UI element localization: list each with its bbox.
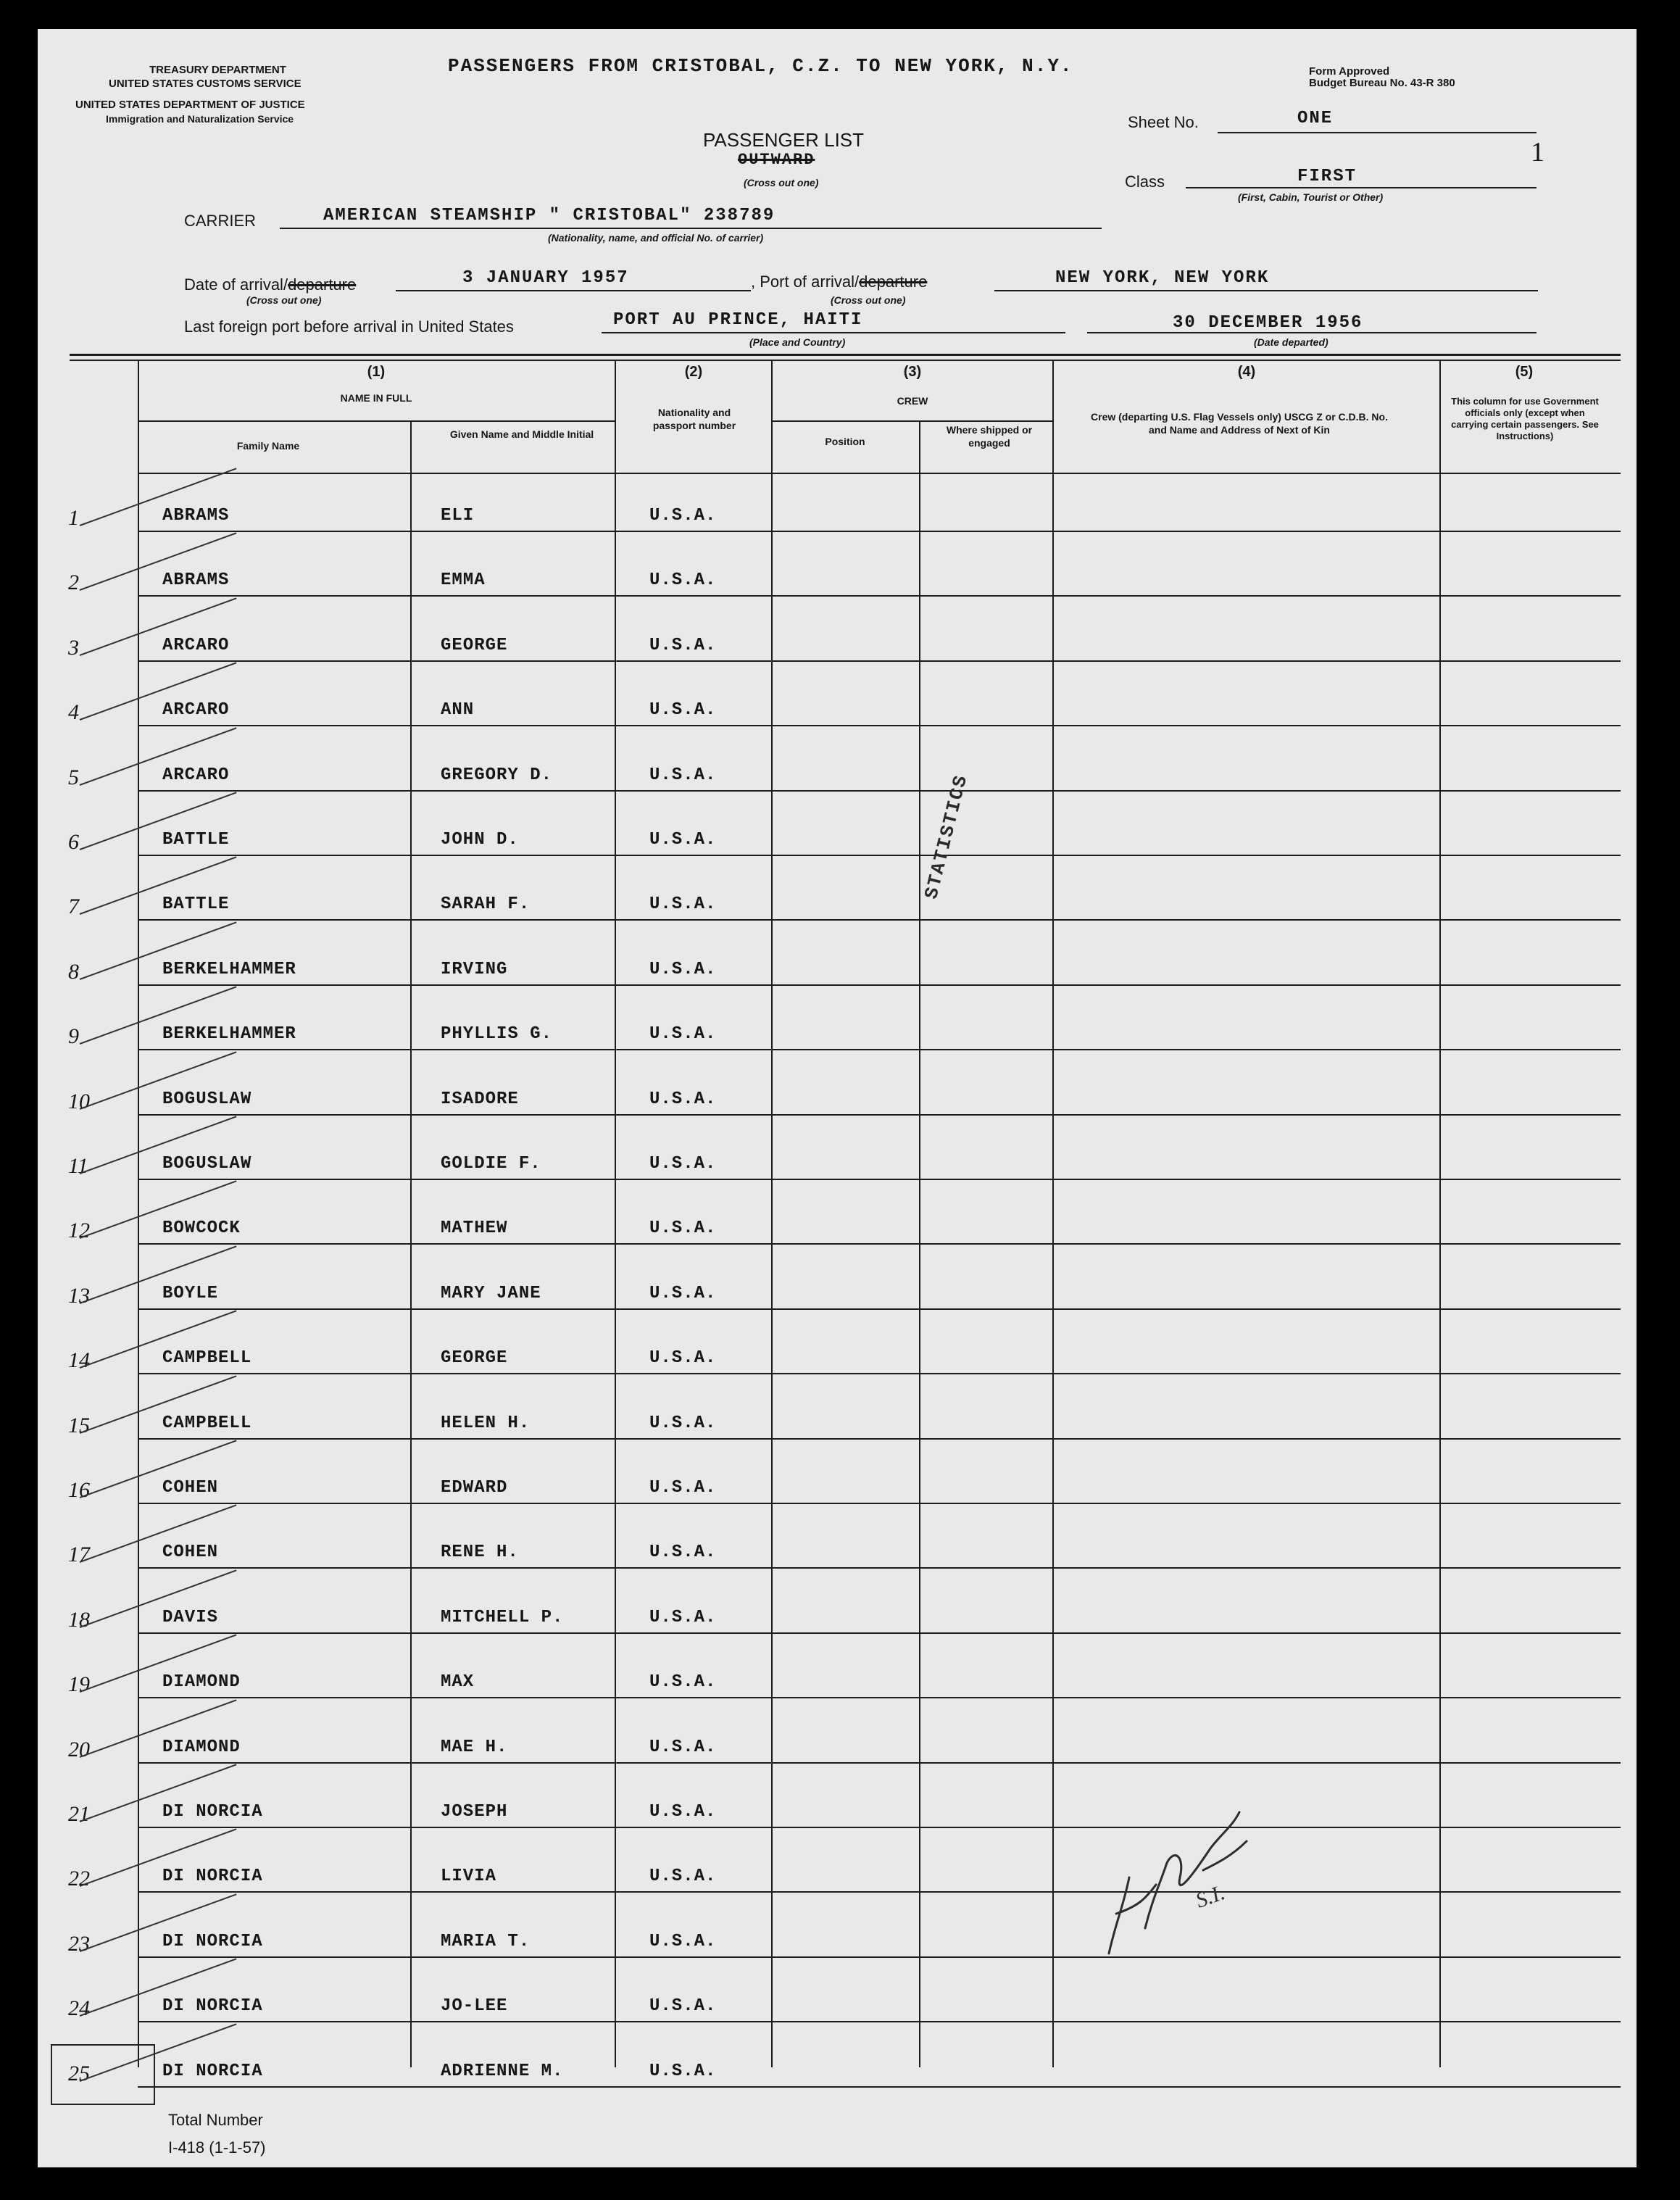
row-number: 11 bbox=[68, 1154, 88, 1178]
col3b-shipped: Where shipped or engaged bbox=[946, 424, 1033, 449]
nationality-cell: U.S.A. bbox=[649, 506, 717, 526]
family-name-cell: ABRAMS bbox=[162, 570, 230, 591]
given-name-cell: EMMA bbox=[441, 570, 486, 591]
row-number: 15 bbox=[68, 1413, 90, 1437]
signature-initials: S.I. bbox=[1192, 1880, 1228, 1913]
carrier-label: CARRIER bbox=[184, 212, 257, 230]
budget-bureau: Budget Bureau No. 43-R 380 bbox=[1309, 77, 1455, 89]
nationality-cell: U.S.A. bbox=[649, 894, 717, 915]
given-name-cell: ELI bbox=[441, 506, 475, 526]
col-divider-left bbox=[138, 360, 139, 2067]
col5-title: This column for use Government officials only (except when carrying certain passengers. See Instructions) bbox=[1451, 396, 1599, 441]
row-number: 6 bbox=[68, 830, 79, 854]
row-number: 22 bbox=[68, 1867, 90, 1891]
given-name-cell: IRVING bbox=[441, 959, 508, 979]
family-name-cell: ARCARO bbox=[162, 635, 230, 655]
nationality-cell: U.S.A. bbox=[649, 959, 717, 979]
nationality-cell: U.S.A. bbox=[649, 700, 717, 721]
row-number: 20 bbox=[68, 1737, 90, 1761]
given-name-cell: JOSEPH bbox=[441, 1802, 508, 1822]
table-top-line bbox=[70, 354, 1621, 356]
nationality-cell: U.S.A. bbox=[649, 1802, 717, 1822]
class-line bbox=[1186, 187, 1536, 188]
row-rule bbox=[138, 595, 1621, 597]
col3-title: CREW bbox=[897, 395, 928, 407]
family-name-cell: CAMPBELL bbox=[162, 1348, 252, 1369]
sub-header-line-1 bbox=[138, 420, 616, 422]
nationality-cell: U.S.A. bbox=[649, 635, 717, 655]
col-divider-nat bbox=[615, 360, 616, 2067]
departed-note: (Date departed) bbox=[1254, 336, 1328, 348]
family-name-cell: BOGUSLAW bbox=[162, 1154, 252, 1174]
cross-out-note: (Cross out one) bbox=[744, 177, 819, 188]
row-number: 14 bbox=[68, 1348, 90, 1373]
col1-title: NAME IN FULL bbox=[340, 392, 412, 404]
row-number: 3 bbox=[68, 635, 79, 660]
family-name-cell: BOYLE bbox=[162, 1283, 219, 1303]
statistics-stamp: STATISTICS bbox=[920, 772, 973, 902]
row-rule bbox=[138, 1373, 1621, 1374]
nationality-cell: U.S.A. bbox=[649, 1089, 717, 1109]
given-name-cell: LIVIA bbox=[441, 1867, 497, 1887]
family-name-cell: DI NORCIA bbox=[162, 2061, 263, 2081]
row-number: 9 bbox=[68, 1024, 79, 1049]
row-rule bbox=[138, 1114, 1621, 1116]
row-number: 12 bbox=[68, 1219, 90, 1243]
row-rule bbox=[138, 1827, 1621, 1828]
nationality-cell: U.S.A. bbox=[649, 1737, 717, 1757]
row-rule bbox=[138, 1697, 1621, 1698]
row-rule bbox=[138, 531, 1621, 532]
given-name-cell: GEORGE bbox=[441, 1348, 508, 1369]
col4-title: Crew (departing U.S. Flag Vessels only) USCG Z or C.D.B. No. and Name and Address of Next of Kin bbox=[1091, 411, 1388, 436]
col5-number: (5) bbox=[1515, 364, 1534, 380]
row-rule bbox=[138, 1503, 1621, 1504]
form-number: I-418 (1-1-57) bbox=[168, 2138, 266, 2157]
nationality-cell: U.S.A. bbox=[649, 1219, 717, 1239]
class-label: Class bbox=[1125, 173, 1165, 191]
class-note: (First, Cabin, Tourist or Other) bbox=[1238, 191, 1384, 203]
family-name-cell: COHEN bbox=[162, 1478, 219, 1498]
nationality-cell: U.S.A. bbox=[649, 765, 717, 785]
given-name-cell: GEORGE bbox=[441, 635, 508, 655]
nationality-cell: U.S.A. bbox=[649, 1024, 717, 1045]
agency-customs: UNITED STATES CUSTOMS SERVICE bbox=[109, 78, 302, 90]
nationality-cell: U.S.A. bbox=[649, 570, 717, 591]
given-name-cell: SARAH F. bbox=[441, 894, 531, 915]
carrier-note: (Nationality, name, and official No. of carrier) bbox=[548, 232, 764, 244]
last-port-note: (Place and Country) bbox=[749, 336, 846, 348]
given-name-cell: MAX bbox=[441, 1672, 475, 1693]
nationality-cell: U.S.A. bbox=[649, 1996, 717, 2017]
nationality-cell: U.S.A. bbox=[649, 830, 717, 850]
row-number: 16 bbox=[68, 1478, 90, 1502]
table-top-line-2 bbox=[70, 360, 1621, 361]
row-number: 7 bbox=[68, 894, 79, 919]
port-value: NEW YORK, NEW YORK bbox=[1055, 268, 1270, 288]
total-number-box bbox=[51, 2044, 155, 2105]
given-name-cell: ISADORE bbox=[441, 1089, 519, 1109]
col1-number: (1) bbox=[367, 364, 386, 380]
nationality-cell: U.S.A. bbox=[649, 1283, 717, 1303]
total-number-label: Total Number bbox=[168, 2111, 263, 2129]
row-rule bbox=[138, 1308, 1621, 1310]
carrier-value: AMERICAN STEAMSHIP " CRISTOBAL" 238789 bbox=[323, 206, 775, 225]
agency-ins: Immigration and Naturalization Service bbox=[106, 113, 294, 125]
family-name-cell: ABRAMS bbox=[162, 506, 230, 526]
row-rule bbox=[138, 1891, 1621, 1893]
agency-treasury: TREASURY DEPARTMENT bbox=[149, 64, 286, 76]
last-port-line bbox=[602, 332, 1065, 333]
family-name-cell: DI NORCIA bbox=[162, 1931, 263, 1951]
header-bottom-line bbox=[138, 473, 1621, 474]
sheet-value: ONE bbox=[1297, 109, 1334, 128]
given-name-cell: ADRIENNE M. bbox=[441, 2061, 564, 2081]
row-rule bbox=[138, 919, 1621, 921]
col1b-given: Given Name and Middle Initial bbox=[449, 428, 594, 440]
nationality-cell: U.S.A. bbox=[649, 2061, 717, 2081]
family-name-cell: BATTLE bbox=[162, 830, 230, 850]
family-name-cell: BOGUSLAW bbox=[162, 1089, 252, 1109]
family-name-cell: DAVIS bbox=[162, 1607, 219, 1627]
nationality-cell: U.S.A. bbox=[649, 1543, 717, 1563]
family-name-cell: COHEN bbox=[162, 1543, 219, 1563]
given-name-cell: JO-LEE bbox=[441, 1996, 508, 2017]
list-title: PASSENGER LIST bbox=[703, 129, 865, 151]
row-rule bbox=[138, 1049, 1621, 1050]
form-approved: Form Approved bbox=[1309, 65, 1390, 78]
row-number: 17 bbox=[68, 1543, 90, 1567]
family-name-cell: DIAMOND bbox=[162, 1672, 241, 1693]
row-number: 1 bbox=[68, 506, 79, 530]
given-name-cell: JOHN D. bbox=[441, 830, 519, 850]
given-name-cell: ANN bbox=[441, 700, 475, 721]
row-rule bbox=[138, 1567, 1621, 1569]
given-name-cell: MARIA T. bbox=[441, 1931, 531, 1951]
family-name-cell: DI NORCIA bbox=[162, 1867, 263, 1887]
row-rule bbox=[138, 1179, 1621, 1180]
row-number: 24 bbox=[68, 1996, 90, 2021]
row-rule bbox=[138, 1632, 1621, 1634]
date-value: 3 JANUARY 1957 bbox=[462, 268, 629, 288]
given-name-cell: RENE H. bbox=[441, 1543, 519, 1563]
row-rule bbox=[138, 790, 1621, 792]
col1a-family: Family Name bbox=[236, 440, 300, 452]
row-rule bbox=[138, 2086, 1621, 2088]
col2-title: Nationality and passport number bbox=[652, 407, 736, 431]
class-value: FIRST bbox=[1297, 167, 1357, 186]
given-name-cell: HELEN H. bbox=[441, 1413, 531, 1433]
row-rule bbox=[138, 725, 1621, 726]
page-title: PASSENGERS FROM CRISTOBAL, C.Z. TO NEW YORK, N.Y. bbox=[448, 55, 1073, 77]
date-label: Date of arrival/departure bbox=[184, 275, 357, 294]
row-number: 2 bbox=[68, 570, 79, 595]
departed-value: 30 DECEMBER 1956 bbox=[1173, 313, 1363, 333]
family-name-cell: BERKELHAMMER bbox=[162, 1024, 296, 1045]
row-rule bbox=[138, 1762, 1621, 1764]
last-port-label: Last foreign port before arrival in United States bbox=[184, 317, 514, 336]
given-name-cell: GREGORY D. bbox=[441, 765, 553, 785]
family-name-cell: CAMPBELL bbox=[162, 1413, 252, 1433]
sheet-line bbox=[1218, 132, 1536, 133]
port-label: , Port of arrival/departure bbox=[751, 273, 928, 291]
family-name-cell: ARCARO bbox=[162, 765, 230, 785]
given-name-cell: EDWARD bbox=[441, 1478, 508, 1498]
row-number: 5 bbox=[68, 765, 79, 789]
nationality-cell: U.S.A. bbox=[649, 1672, 717, 1693]
col-divider-crew bbox=[771, 360, 773, 2067]
col3a-position: Position bbox=[825, 436, 865, 447]
row-rule bbox=[138, 984, 1621, 986]
nationality-cell: U.S.A. bbox=[649, 1348, 717, 1369]
date-note: (Cross out one) bbox=[246, 294, 322, 306]
row-number: 23 bbox=[68, 1931, 90, 1956]
family-name-cell: DI NORCIA bbox=[162, 1802, 263, 1822]
agency-justice: UNITED STATES DEPARTMENT OF JUSTICE bbox=[75, 99, 305, 111]
nationality-cell: U.S.A. bbox=[649, 1478, 717, 1498]
nationality-cell: U.S.A. bbox=[649, 1607, 717, 1627]
nationality-cell: U.S.A. bbox=[649, 1154, 717, 1174]
page-number: 1 bbox=[1531, 137, 1544, 167]
row-rule bbox=[138, 855, 1621, 856]
last-port-value: PORT AU PRINCE, HAITI bbox=[613, 310, 863, 330]
port-note: (Cross out one) bbox=[831, 294, 906, 306]
row-number: 25 bbox=[68, 2061, 90, 2085]
date-line bbox=[396, 290, 751, 291]
row-number: 13 bbox=[68, 1283, 90, 1308]
row-number: 10 bbox=[68, 1089, 90, 1113]
given-name-cell: PHYLLIS G. bbox=[441, 1024, 553, 1045]
family-name-cell: DIAMOND bbox=[162, 1737, 241, 1757]
family-name-cell: BERKELHAMMER bbox=[162, 959, 296, 979]
given-name-cell: MITCHELL P. bbox=[441, 1607, 564, 1627]
sheet-label: Sheet No. bbox=[1128, 113, 1199, 131]
row-rule bbox=[138, 1438, 1621, 1440]
row-number: 4 bbox=[68, 700, 79, 725]
col2-number: (2) bbox=[684, 364, 703, 380]
given-name-cell: MARY JANE bbox=[441, 1283, 541, 1303]
document-page bbox=[38, 29, 1637, 2167]
row-rule bbox=[138, 660, 1621, 662]
col3-number: (3) bbox=[903, 364, 922, 380]
row-number: 19 bbox=[68, 1672, 90, 1697]
family-name-cell: BATTLE bbox=[162, 894, 230, 915]
nationality-cell: U.S.A. bbox=[649, 1413, 717, 1433]
row-number: 8 bbox=[68, 959, 79, 984]
port-line bbox=[994, 290, 1538, 291]
row-rule bbox=[138, 1956, 1621, 1958]
given-name-cell: MAE H. bbox=[441, 1737, 508, 1757]
row-rule bbox=[138, 1243, 1621, 1245]
family-name-cell: BOWCOCK bbox=[162, 1219, 241, 1239]
col4-number: (4) bbox=[1237, 364, 1256, 380]
row-number: 18 bbox=[68, 1607, 90, 1632]
family-name-cell: ARCARO bbox=[162, 700, 230, 721]
col-divider-kin bbox=[1052, 360, 1054, 2067]
carrier-line bbox=[280, 228, 1102, 229]
given-name-cell: GOLDIE F. bbox=[441, 1154, 541, 1174]
sub-header-line-3 bbox=[771, 420, 1054, 422]
nationality-cell: U.S.A. bbox=[649, 1867, 717, 1887]
nationality-cell: U.S.A. bbox=[649, 1931, 717, 1951]
official-signature bbox=[1094, 1798, 1283, 1964]
col-divider-gov bbox=[1439, 360, 1441, 2067]
given-name-cell: MATHEW bbox=[441, 1219, 508, 1239]
family-name-cell: DI NORCIA bbox=[162, 1996, 263, 2017]
list-struck: OUTWARD bbox=[738, 151, 815, 169]
row-number: 21 bbox=[68, 1802, 90, 1826]
row-rule bbox=[138, 2021, 1621, 2022]
